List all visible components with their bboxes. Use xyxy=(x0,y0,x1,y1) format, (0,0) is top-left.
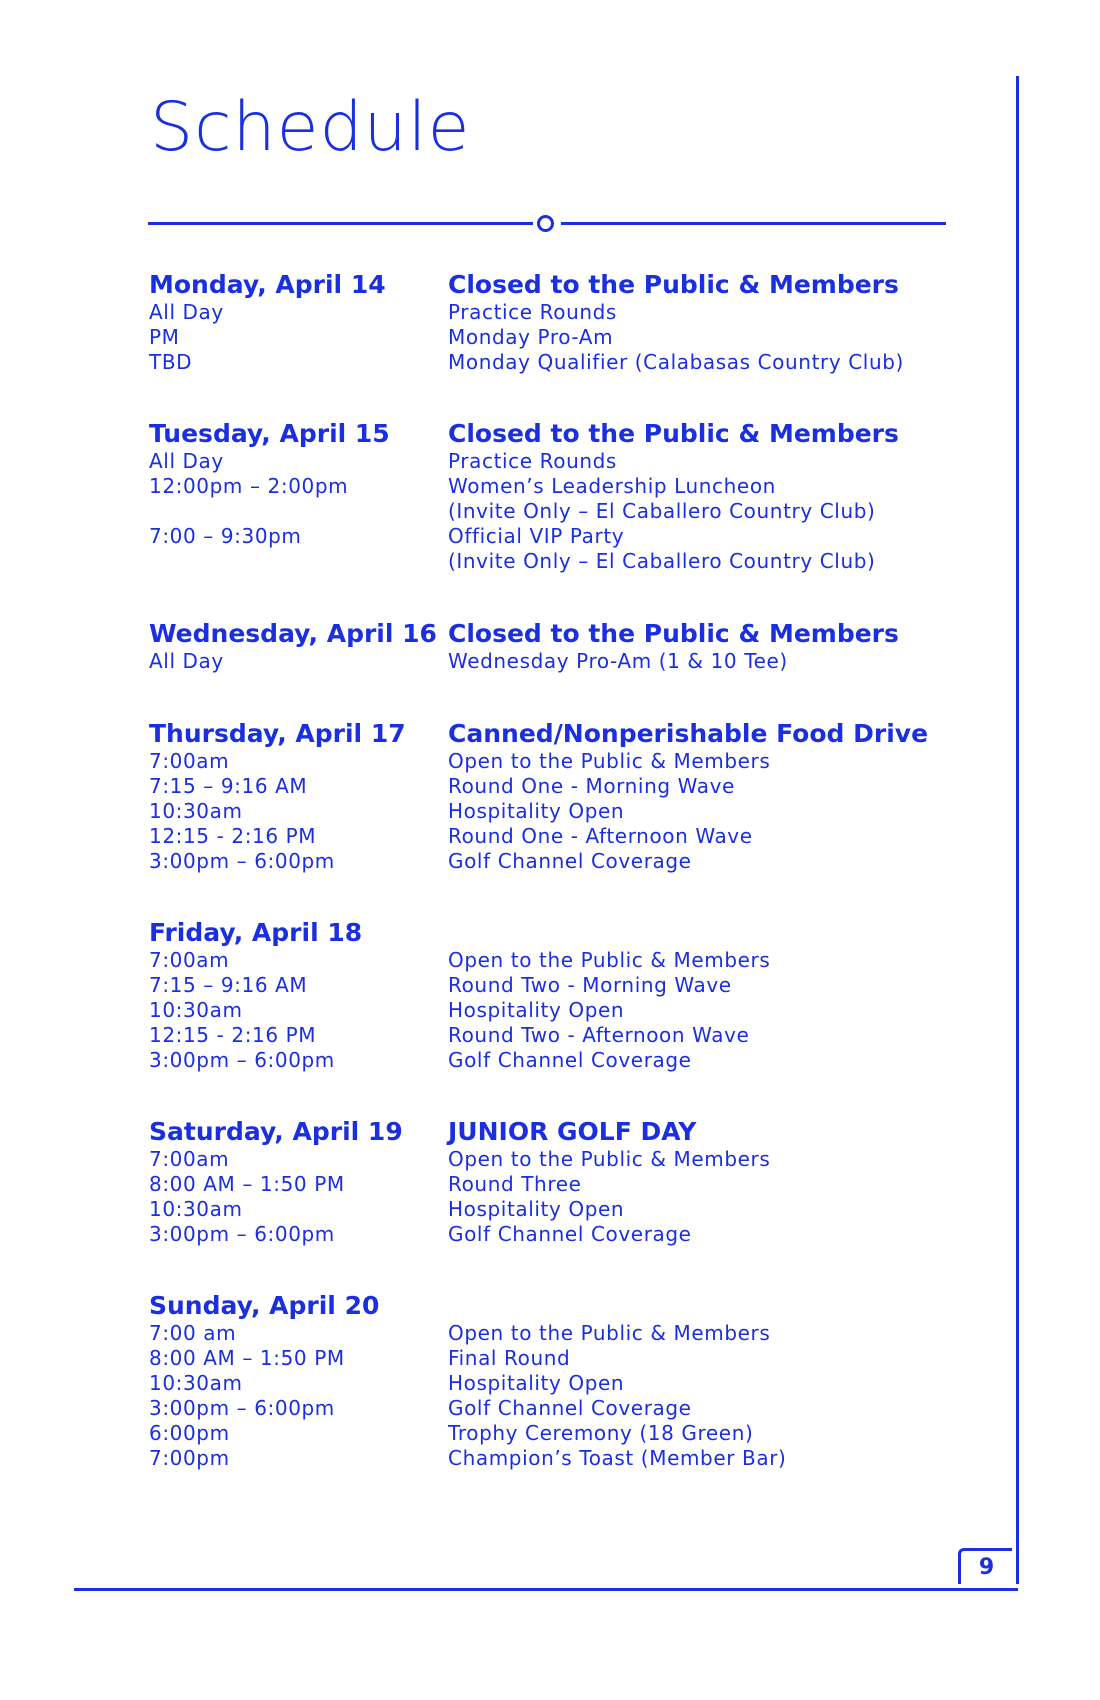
event-name: Trophy Ceremony (18 Green) xyxy=(448,1421,754,1445)
schedule-row xyxy=(149,1222,989,1247)
day-date: Sunday, April 20 xyxy=(149,1291,380,1320)
event-time: 7:00am xyxy=(149,749,230,773)
event-name: Golf Channel Coverage xyxy=(448,1222,692,1246)
event-time: 12:00pm – 2:00pm xyxy=(149,474,349,498)
event-time: 7:00am xyxy=(149,948,230,972)
day-heading: Closed to the Public & Members xyxy=(448,419,899,448)
day-friday xyxy=(149,917,989,1073)
divider-dot xyxy=(537,215,554,232)
event-time: 8:00 AM – 1:50 PM xyxy=(149,1172,345,1196)
day-thursday xyxy=(149,718,989,874)
event-name: Open to the Public & Members xyxy=(448,1147,771,1171)
schedule-row xyxy=(149,449,989,474)
schedule-row xyxy=(149,749,989,774)
event-name: Round Two - Afternoon Wave xyxy=(448,1023,750,1047)
event-name: Hospitality Open xyxy=(448,998,625,1022)
event-time: 3:00pm – 6:00pm xyxy=(149,849,335,873)
schedule-row xyxy=(149,1197,989,1222)
event-time: 3:00pm – 6:00pm xyxy=(149,1396,335,1420)
event-name: Golf Channel Coverage xyxy=(448,849,692,873)
schedule-row xyxy=(149,948,989,973)
schedule-row xyxy=(149,325,989,350)
event-name: Final Round xyxy=(448,1346,571,1370)
event-time: 12:15 - 2:16 PM xyxy=(149,1023,317,1047)
schedule-row xyxy=(149,474,989,524)
day-heading xyxy=(448,917,989,948)
schedule-row xyxy=(149,1346,989,1371)
event-time: 7:15 – 9:16 AM xyxy=(149,774,308,798)
event-note: (Invite Only – El Caballero Country Club) xyxy=(448,499,876,523)
event-time: 3:00pm – 6:00pm xyxy=(149,1222,335,1246)
event-time: 6:00pm xyxy=(149,1421,230,1445)
day-date: Monday, April 14 xyxy=(149,270,386,299)
divider-left xyxy=(148,222,533,225)
schedule-row xyxy=(149,774,989,799)
event-time: TBD xyxy=(149,350,193,374)
event-name: Monday Qualifier (Calabasas Country Club) xyxy=(448,350,904,374)
schedule-row xyxy=(149,1446,989,1471)
day-monday xyxy=(149,269,989,375)
event-time: 3:00pm – 6:00pm xyxy=(149,1048,335,1072)
schedule-row xyxy=(149,973,989,998)
schedule-row xyxy=(149,1172,989,1197)
event-time: 10:30am xyxy=(149,1371,243,1395)
day-heading: JUNIOR GOLF DAY xyxy=(448,1117,697,1146)
event-time: 8:00 AM – 1:50 PM xyxy=(149,1346,345,1370)
event-note: (Invite Only – El Caballero Country Club) xyxy=(448,549,876,573)
event-name: Practice Rounds xyxy=(448,449,617,473)
day-date: Wednesday, April 16 xyxy=(149,619,437,648)
page-title: Schedule xyxy=(150,88,471,167)
event-name: Open to the Public & Members xyxy=(448,948,771,972)
day-heading: Closed to the Public & Members xyxy=(448,619,899,648)
event-time: 12:15 - 2:16 PM xyxy=(149,824,317,848)
day-sunday xyxy=(149,1290,989,1471)
event-name: Champion’s Toast (Member Bar) xyxy=(448,1446,787,1470)
schedule-row xyxy=(149,649,989,674)
schedule-row xyxy=(149,849,989,874)
schedule-row xyxy=(149,1147,989,1172)
day-date: Saturday, April 19 xyxy=(149,1117,403,1146)
day-saturday xyxy=(149,1116,989,1247)
event-name: Golf Channel Coverage xyxy=(448,1396,692,1420)
event-time: All Day xyxy=(149,649,224,673)
schedule-row xyxy=(149,524,989,574)
schedule-row xyxy=(149,1023,989,1048)
page-number: 9 xyxy=(958,1548,1012,1584)
event-time: All Day xyxy=(149,300,224,324)
event-name: Hospitality Open xyxy=(448,1197,625,1221)
event-name: Open to the Public & Members xyxy=(448,749,771,773)
schedule-row xyxy=(149,1048,989,1073)
event-time: 7:15 – 9:16 AM xyxy=(149,973,308,997)
schedule-row xyxy=(149,1421,989,1446)
schedule-row xyxy=(149,799,989,824)
day-tuesday xyxy=(149,418,989,574)
event-name: Open to the Public & Members xyxy=(448,1321,771,1345)
schedule-row xyxy=(149,1371,989,1396)
schedule-row xyxy=(149,300,989,325)
event-time: 7:00 – 9:30pm xyxy=(149,524,302,548)
event-name: Hospitality Open xyxy=(448,1371,625,1395)
event-time: 7:00 am xyxy=(149,1321,237,1345)
day-heading: Canned/Nonperishable Food Drive xyxy=(448,719,929,748)
page-border-right xyxy=(1016,76,1019,1584)
schedule-row xyxy=(149,824,989,849)
event-name: Official VIP Party xyxy=(448,524,625,548)
page-border-bottom xyxy=(74,1588,1018,1591)
event-name: Round Three xyxy=(448,1172,582,1196)
event-name: Hospitality Open xyxy=(448,799,625,823)
event-time: 10:30am xyxy=(149,1197,243,1221)
event-name: Round One - Afternoon Wave xyxy=(448,824,753,848)
event-time: 7:00pm xyxy=(149,1446,230,1470)
day-date: Thursday, April 17 xyxy=(149,719,406,748)
day-heading xyxy=(448,1290,989,1321)
schedule-row xyxy=(149,998,989,1023)
event-time: All Day xyxy=(149,449,224,473)
event-time: 10:30am xyxy=(149,998,243,1022)
day-wednesday xyxy=(149,618,989,674)
event-name: Round Two - Morning Wave xyxy=(448,973,732,997)
day-heading: Closed to the Public & Members xyxy=(448,270,899,299)
event-time: 10:30am xyxy=(149,799,243,823)
event-time: PM xyxy=(149,325,180,349)
event-name: Golf Channel Coverage xyxy=(448,1048,692,1072)
event-name: Monday Pro-Am xyxy=(448,325,614,349)
event-name: Round One - Morning Wave xyxy=(448,774,735,798)
schedule-row xyxy=(149,1321,989,1346)
event-name: Women’s Leadership Luncheon xyxy=(448,474,776,498)
day-date: Friday, April 18 xyxy=(149,918,363,947)
event-name: Practice Rounds xyxy=(448,300,617,324)
schedule-row xyxy=(149,350,989,375)
event-name: Wednesday Pro-Am (1 & 10 Tee) xyxy=(448,649,788,673)
day-date: Tuesday, April 15 xyxy=(149,419,390,448)
schedule-row xyxy=(149,1396,989,1421)
event-time: 7:00am xyxy=(149,1147,230,1171)
divider-right xyxy=(561,222,946,225)
